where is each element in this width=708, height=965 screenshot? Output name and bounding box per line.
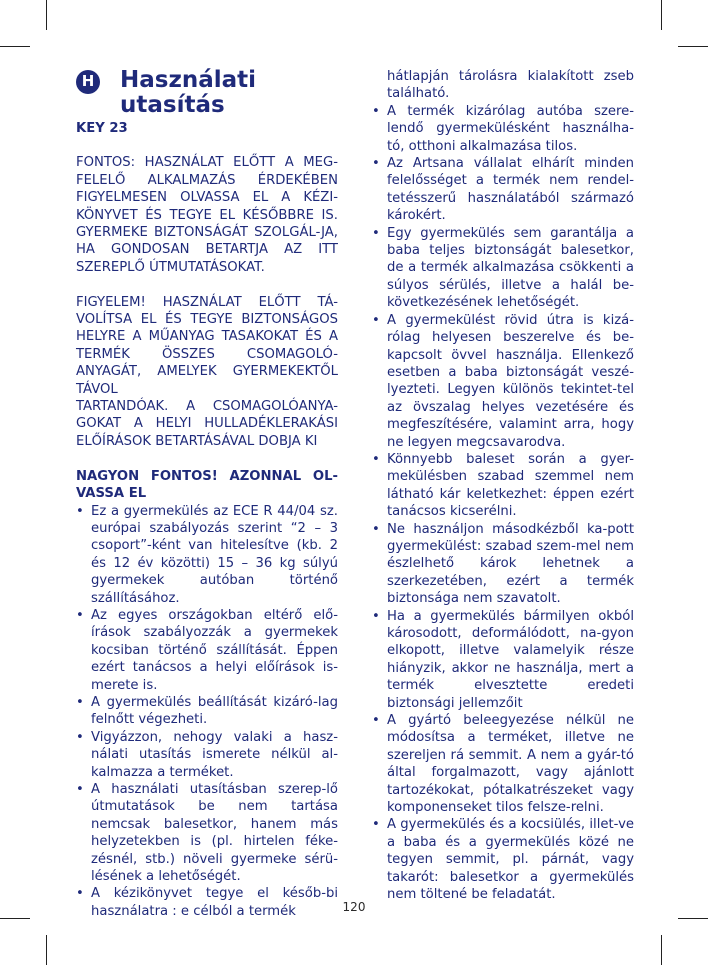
crop-mark — [661, 935, 662, 965]
crop-mark — [0, 46, 30, 47]
language-badge: H — [76, 70, 100, 94]
crop-mark — [46, 935, 47, 965]
list-item: • Könnyebb baleset során a gyer-mekülésben szabad szemmel nem látható kár keletkezhet: éppen ezért tanácsos kicserélni. — [372, 451, 634, 521]
list-item: • A gyermekülést rövid útra is kizá-rólag helyesen beszerelve és be-kapcsolt övvel használja. Ellenkező esetben a baba biztonságát veszé-lyezteti. Legyen különös tekintet-tel az övszalag helyes vezetésére és megfeszítésére, valamint arra, hogy ne legyen megcsavarodva. — [372, 312, 634, 451]
crop-mark — [678, 918, 708, 919]
list-item: • A kézikönyvet tegye el későb-bi használatra : e célból a termék — [76, 885, 338, 920]
left-column — [76, 68, 338, 920]
list-item: • Az Artsana vállalat elhárít minden felelősséget a termék nem rendel-tetésszerű használatából származó károkért. — [372, 155, 634, 225]
list-item: • Ne használjon másodkézből ka-pott gyermekülést: szabad szem-mel nem észlelhető károk lehetnek a szerkezetében, ezért a termék biztonsága nem szavatolt. — [372, 521, 634, 608]
crop-mark — [0, 918, 30, 919]
warning-paragraph: FIGYELEM! HASZNÁLAT ELŐTT TÁ-VOLÍTSA EL ÉS TEGYE BIZTONSÁGOS HELYRE A MŰANYAG TASAKOKAT ÉS A TERMÉK ÖSSZES CSOMAGOLÓ-ANYAGÁT, AMELYEK GYERMEKEKTŐL TÁVOL — [76, 294, 338, 397]
right-column — [372, 68, 634, 904]
important-heading: NAGYON FONTOS! AZONNAL OL-VASSA EL — [76, 468, 338, 502]
bullet-list-right — [372, 103, 634, 904]
list-item: • Vigyázzon, nehogy valaki a hasz-nálati utasítás ismerete nélkül al-kalmazza a terméket. — [76, 729, 338, 781]
crop-mark — [46, 0, 47, 30]
page-number: 120 — [342, 900, 366, 914]
list-item: • A gyermekülés beállítását kizáró-lag felnőtt végezheti. — [76, 694, 338, 729]
crop-mark — [678, 46, 708, 47]
list-item: • Az egyes országokban eltérő elő-írások szabályozzák a gyermekek kocsiban történő szállítását. Éppen ezért tanácsos a helyi előírások is-merete is. — [76, 607, 338, 694]
warning-paragraph-continued: TARTANDÓAK. A CSOMAGOLÓANYA-GOKAT A HELYI HULLADÉKLERAKÁSI ELŐÍRÁSOK BETARTÁSÁVAL DOBJA KI — [76, 399, 338, 449]
crop-mark — [661, 0, 662, 30]
bullet-list-left — [76, 503, 338, 921]
list-item-continuation: hátlapján tárolásra kialakított zseb található. — [387, 69, 634, 102]
list-item: • A gyártó beleegyezése nélkül ne módosítsa a terméket, illetve ne szereljen rá semmit. A nem a gyár-tó által forgalmazott, vagy ajánlott tartozékokat, pótalkatrészeket vagy komponenseket tilos felsze-relni. — [372, 712, 634, 816]
page-heading — [76, 68, 338, 118]
list-item: • Ha a gyermekülés bármilyen okból károsodott, deformálódott, na-gyon elkopott, illetve valamelyik része hiányzik, akkor ne használja, mert a termék elvesztette eredeti biztonsági jellemzőit — [372, 608, 634, 712]
model-name: KEY 23 — [76, 121, 128, 136]
intro-paragraph: FONTOS: HASZNÁLAT ELŐTT A MEG-FELELŐ ALKALMAZÁS ÉRDEKÉBEN FIGYELMESEN OLVASSA EL A KÉZI-KÖNYVET ÉS TEGYE EL KÉSŐBBRE IS. GYERMEKE BIZTONSÁGÁT SZOLGÁL-JA, HA GONDOSAN BETARTJA AZ ITT SZEREPLŐ ÚTMUTATÁSOKAT. — [76, 155, 338, 275]
list-item: • A termék kizárólag autóba szere-lendő gyermekülésként használha-tó, otthoni alkalmazása tilos. — [372, 103, 634, 155]
list-item: • A gyermekülés és a kocsiülés, illet-ve a baba és a gyermekülés közé ne tegyen semmit, pl. párnát, vagy takarót: balesetkor a gyermekülés nem töltené be feladatát. — [372, 816, 634, 903]
list-item: • Ez a gyermekülés az ECE R 44/04 sz. európai szabályozás szerint “2 – 3 csoport”-ként van hitelesítve (kb. 2 és 12 év közötti) 15 – 36 kg súlyú gyermekek autóban történő szállításához. — [76, 503, 338, 607]
list-item: • Egy gyermekülés sem garantálja a baba teljes biztonságát balesetkor, de a termék alkalmazása csökkenti a súlyos sérülés, illetve a halál be-következésének lehetőségét. — [372, 225, 634, 312]
page-title: Használati utasítás — [120, 67, 257, 118]
list-item: • A használati utasításban szerep-lő útmutatások be nem tartása nemcsak balesetkor, hanem más helyzetekben is (pl. hirtelen féke-zésnél, stb.) növeli gyermeke sérü-lésének a lehetőségét. — [76, 781, 338, 885]
